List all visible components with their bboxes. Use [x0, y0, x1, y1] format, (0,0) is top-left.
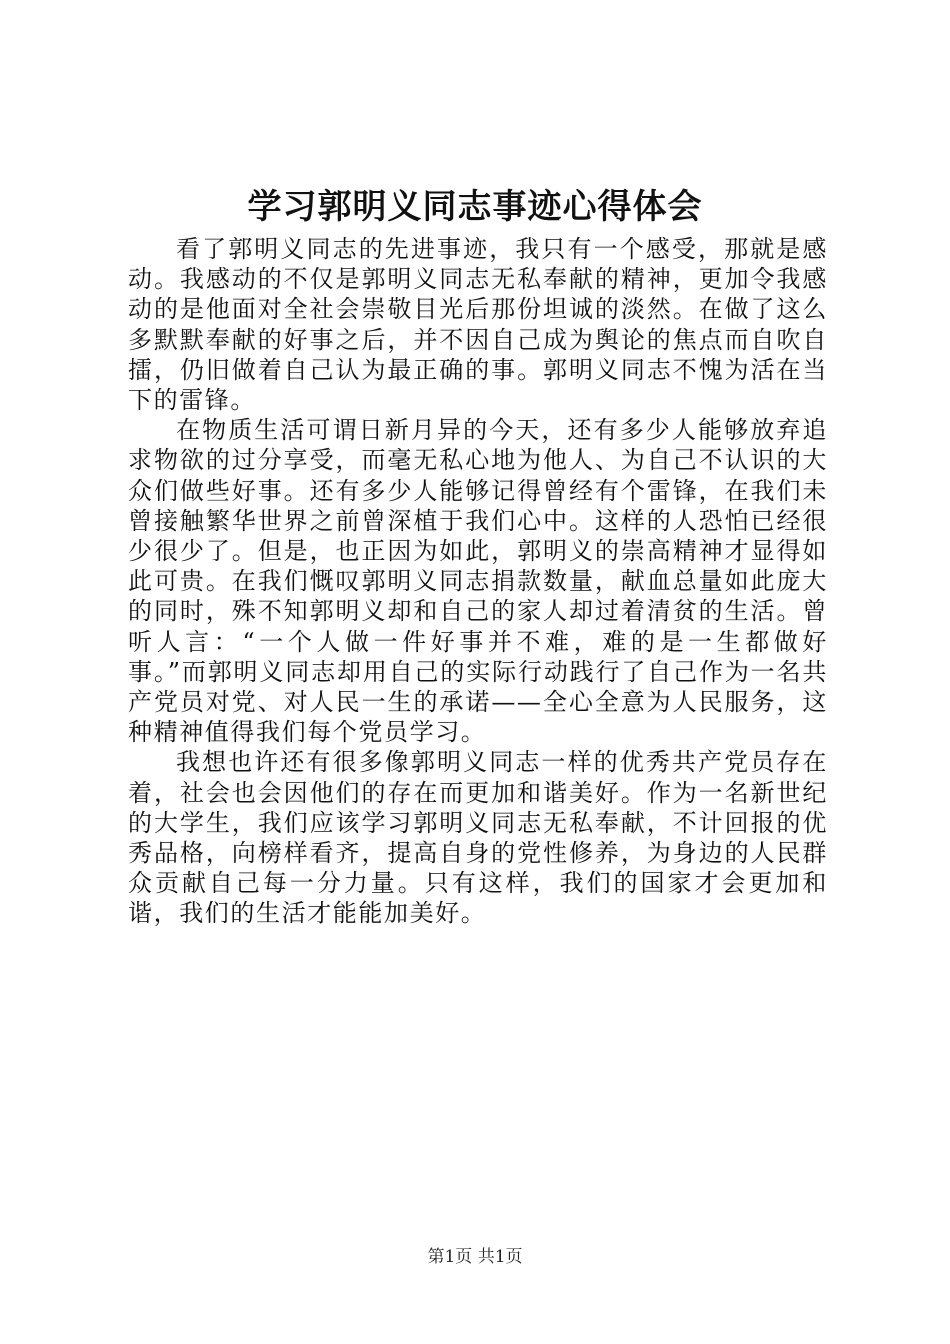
- paragraph-3: 我想也许还有很多像郭明义同志一样的优秀共产党员存在着，社会也会因他们的存在而更加和谐美好。作为一名新世纪的大学生，我们应该学习郭明义同志无私奉献，不计回报的优秀品格，向榜样看齐，提高自身的党性修养，为身边的人民群众贡献自己每一分力量。只有这样，我们的国家才会更加和谐，我们的生活才能能加美好。: [128, 748, 828, 928]
- page-number-footer: 第1页 共1页: [427, 1247, 523, 1267]
- document-body: [128, 234, 828, 929]
- paragraph-2: 在物质生活可谓日新月异的今天，还有多少人能够放弃追求物欲的过分享受，而毫无私心地为他人、为自己不认识的大众们做些好事。还有多少人能够记得曾经有个雷锋，在我们未曾接触繁华世界之前曾深植于我们心中。这样的人恐怕已经很少很少了。但是，也正因为如此，郭明义的崇高精神才显得如此可贵。在我们慨叹郭明义同志捐款数量，献血总量如此庞大的同时，殊不知郭明义却和自己的家人却过着清贫的生活。曾听人言：“一个人做一件好事并不难，难的是一生都做好事。”而郭明义同志却用自己的实际行动践行了自己作为一名共产党员对党、对人民一生的承诺——全心全意为人民服务，这种精神值得我们每个党员学习。: [128, 416, 828, 747]
- document-title: 学习郭明义同志事迹心得体会: [247, 187, 703, 227]
- paragraph-1: 看了郭明义同志的先进事迹，我只有一个感受，那就是感动。我感动的不仅是郭明义同志无私奉献的精神，更加令我感动的是他面对全社会崇敬目光后那份坦诚的淡然。在做了这么多默默奉献的好事之后，并不因自己成为舆论的焦点而自吹自擂，仍旧做着自己认为最正确的事。郭明义同志不愧为活在当下的雷锋。: [128, 235, 828, 415]
